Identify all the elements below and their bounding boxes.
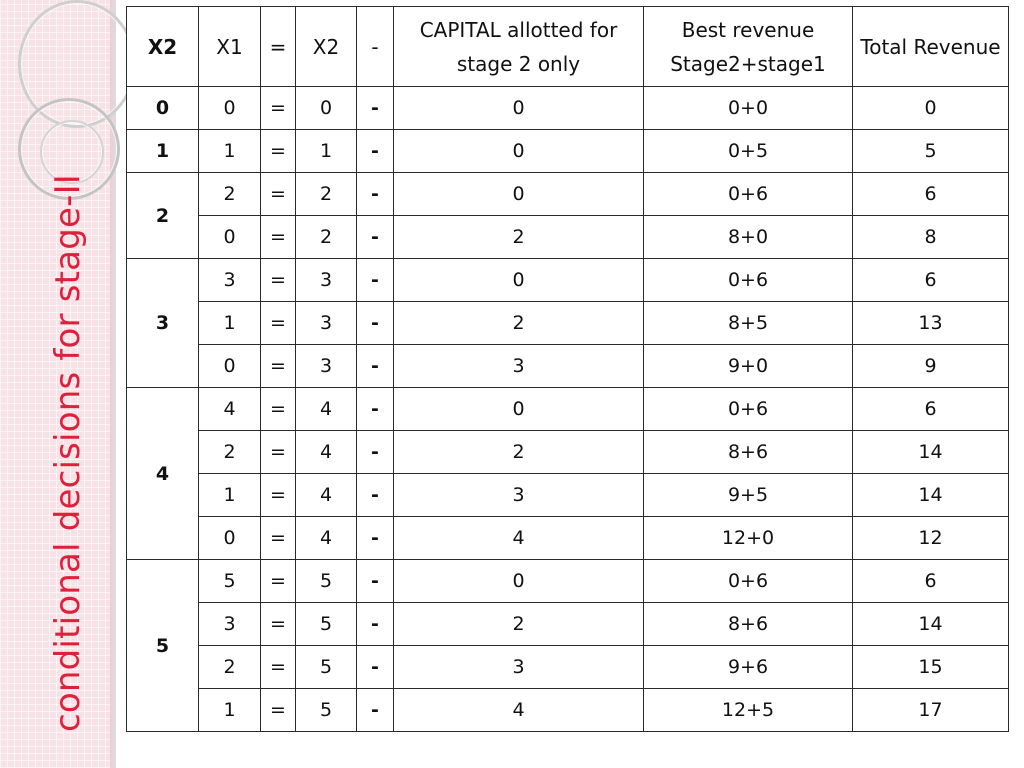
- cell-capital: 0: [394, 560, 644, 603]
- cell-x2-group: 0: [127, 87, 199, 130]
- cell-x2: 0: [296, 87, 357, 130]
- cell-x1: 3: [199, 603, 261, 646]
- cell-minus: -: [357, 130, 394, 173]
- cell-total-revenue: 5: [853, 130, 1009, 173]
- cell-total-revenue: 6: [853, 173, 1009, 216]
- cell-x1: 3: [199, 259, 261, 302]
- table-row: [127, 173, 1009, 216]
- cell-capital: 0: [394, 173, 644, 216]
- table-row: [127, 259, 1009, 302]
- cell-total-revenue: 0: [853, 87, 1009, 130]
- cell-equals: =: [261, 130, 296, 173]
- table-row: [127, 689, 1009, 732]
- cell-best-revenue: 0+6: [644, 259, 853, 302]
- cell-total-revenue: 9: [853, 345, 1009, 388]
- table-row: [127, 87, 1009, 130]
- cell-minus: -: [357, 517, 394, 560]
- cell-best-revenue: 9+6: [644, 646, 853, 689]
- cell-equals: =: [261, 216, 296, 259]
- cell-equals: =: [261, 173, 296, 216]
- cell-equals: =: [261, 689, 296, 732]
- cell-capital: 2: [394, 603, 644, 646]
- cell-minus: -: [357, 87, 394, 130]
- cell-x2: 4: [296, 431, 357, 474]
- table-row: [127, 431, 1009, 474]
- cell-x2: 5: [296, 603, 357, 646]
- cell-x2-group: 3: [127, 259, 199, 388]
- header-x2-group: X2: [127, 7, 199, 87]
- cell-x2-group: 5: [127, 560, 199, 732]
- cell-best-revenue: 8+0: [644, 216, 853, 259]
- cell-best-revenue: 0+5: [644, 130, 853, 173]
- header-total-revenue: Total Revenue: [853, 7, 1009, 87]
- cell-x1: 5: [199, 560, 261, 603]
- cell-capital: 2: [394, 302, 644, 345]
- cell-best-revenue: 8+6: [644, 431, 853, 474]
- cell-capital: 0: [394, 87, 644, 130]
- table-row: [127, 560, 1009, 603]
- cell-x2-group: 4: [127, 388, 199, 560]
- cell-x1: 1: [199, 689, 261, 732]
- cell-minus: -: [357, 259, 394, 302]
- table-row: [127, 216, 1009, 259]
- cell-minus: -: [357, 302, 394, 345]
- cell-equals: =: [261, 603, 296, 646]
- cell-total-revenue: 15: [853, 646, 1009, 689]
- header-equals: =: [261, 7, 296, 87]
- table-row: [127, 474, 1009, 517]
- cell-minus: -: [357, 560, 394, 603]
- cell-x2: 5: [296, 689, 357, 732]
- cell-x1: 0: [199, 517, 261, 560]
- cell-x1: 0: [199, 87, 261, 130]
- table-row: [127, 517, 1009, 560]
- cell-minus: -: [357, 689, 394, 732]
- cell-total-revenue: 17: [853, 689, 1009, 732]
- cell-minus: -: [357, 173, 394, 216]
- cell-equals: =: [261, 388, 296, 431]
- cell-x1: 0: [199, 345, 261, 388]
- cell-best-revenue: 9+0: [644, 345, 853, 388]
- cell-equals: =: [261, 646, 296, 689]
- cell-minus: -: [357, 388, 394, 431]
- cell-x1: 1: [199, 302, 261, 345]
- cell-x2: 5: [296, 646, 357, 689]
- cell-minus: -: [357, 216, 394, 259]
- cell-equals: =: [261, 517, 296, 560]
- cell-capital: 2: [394, 216, 644, 259]
- header-row: [127, 7, 1009, 87]
- cell-total-revenue: 6: [853, 560, 1009, 603]
- cell-best-revenue: 12+0: [644, 517, 853, 560]
- cell-x2: 4: [296, 474, 357, 517]
- cell-equals: =: [261, 302, 296, 345]
- cell-x1: 4: [199, 388, 261, 431]
- stage-two-decision-table: [126, 6, 1009, 732]
- cell-best-revenue: 0+6: [644, 560, 853, 603]
- header-best-revenue: Best revenue Stage2+stage1: [644, 7, 853, 87]
- cell-x1: 0: [199, 216, 261, 259]
- cell-total-revenue: 12: [853, 517, 1009, 560]
- cell-equals: =: [261, 431, 296, 474]
- cell-x2: 2: [296, 216, 357, 259]
- table-row: [127, 646, 1009, 689]
- table-body: [127, 87, 1009, 732]
- cell-equals: =: [261, 345, 296, 388]
- cell-x2: 4: [296, 388, 357, 431]
- cell-minus: -: [357, 474, 394, 517]
- cell-equals: =: [261, 87, 296, 130]
- cell-x2-group: 1: [127, 130, 199, 173]
- cell-best-revenue: 0+6: [644, 173, 853, 216]
- cell-equals: =: [261, 474, 296, 517]
- cell-x2: 1: [296, 130, 357, 173]
- header-minus: -: [357, 7, 394, 87]
- cell-equals: =: [261, 560, 296, 603]
- slide-title: conditional decisions for stage-II: [48, 173, 88, 732]
- cell-x1: 1: [199, 130, 261, 173]
- cell-x2: 3: [296, 259, 357, 302]
- cell-equals: =: [261, 259, 296, 302]
- cell-best-revenue: 0+0: [644, 87, 853, 130]
- cell-total-revenue: 8: [853, 216, 1009, 259]
- cell-total-revenue: 6: [853, 388, 1009, 431]
- table-row: [127, 302, 1009, 345]
- cell-x1: 2: [199, 646, 261, 689]
- cell-best-revenue: 12+5: [644, 689, 853, 732]
- cell-capital: 3: [394, 646, 644, 689]
- cell-x2: 3: [296, 302, 357, 345]
- cell-x2: 2: [296, 173, 357, 216]
- cell-capital: 3: [394, 345, 644, 388]
- cell-total-revenue: 14: [853, 474, 1009, 517]
- cell-capital: 4: [394, 689, 644, 732]
- cell-capital: 0: [394, 130, 644, 173]
- cell-capital: 2: [394, 431, 644, 474]
- cell-capital: 0: [394, 259, 644, 302]
- cell-minus: -: [357, 431, 394, 474]
- cell-x2: 4: [296, 517, 357, 560]
- cell-x1: 2: [199, 431, 261, 474]
- header-x2: X2: [296, 7, 357, 87]
- table-row: [127, 130, 1009, 173]
- cell-minus: -: [357, 603, 394, 646]
- cell-x1: 2: [199, 173, 261, 216]
- cell-capital: 0: [394, 388, 644, 431]
- header-x1: X1: [199, 7, 261, 87]
- cell-total-revenue: 13: [853, 302, 1009, 345]
- table-row: [127, 603, 1009, 646]
- cell-best-revenue: 8+6: [644, 603, 853, 646]
- cell-capital: 3: [394, 474, 644, 517]
- table-row: [127, 388, 1009, 431]
- table-row: [127, 345, 1009, 388]
- cell-x2: 5: [296, 560, 357, 603]
- cell-capital: 4: [394, 517, 644, 560]
- cell-best-revenue: 0+6: [644, 388, 853, 431]
- cell-total-revenue: 14: [853, 431, 1009, 474]
- cell-minus: -: [357, 646, 394, 689]
- table-header: [127, 7, 1009, 87]
- cell-total-revenue: 6: [853, 259, 1009, 302]
- cell-best-revenue: 8+5: [644, 302, 853, 345]
- header-capital: CAPITAL allotted for stage 2 only: [394, 7, 644, 87]
- cell-x2-group: 2: [127, 173, 199, 259]
- cell-minus: -: [357, 345, 394, 388]
- cell-x1: 1: [199, 474, 261, 517]
- cell-best-revenue: 9+5: [644, 474, 853, 517]
- cell-total-revenue: 14: [853, 603, 1009, 646]
- decorative-side-panel: [0, 0, 116, 768]
- cell-x2: 3: [296, 345, 357, 388]
